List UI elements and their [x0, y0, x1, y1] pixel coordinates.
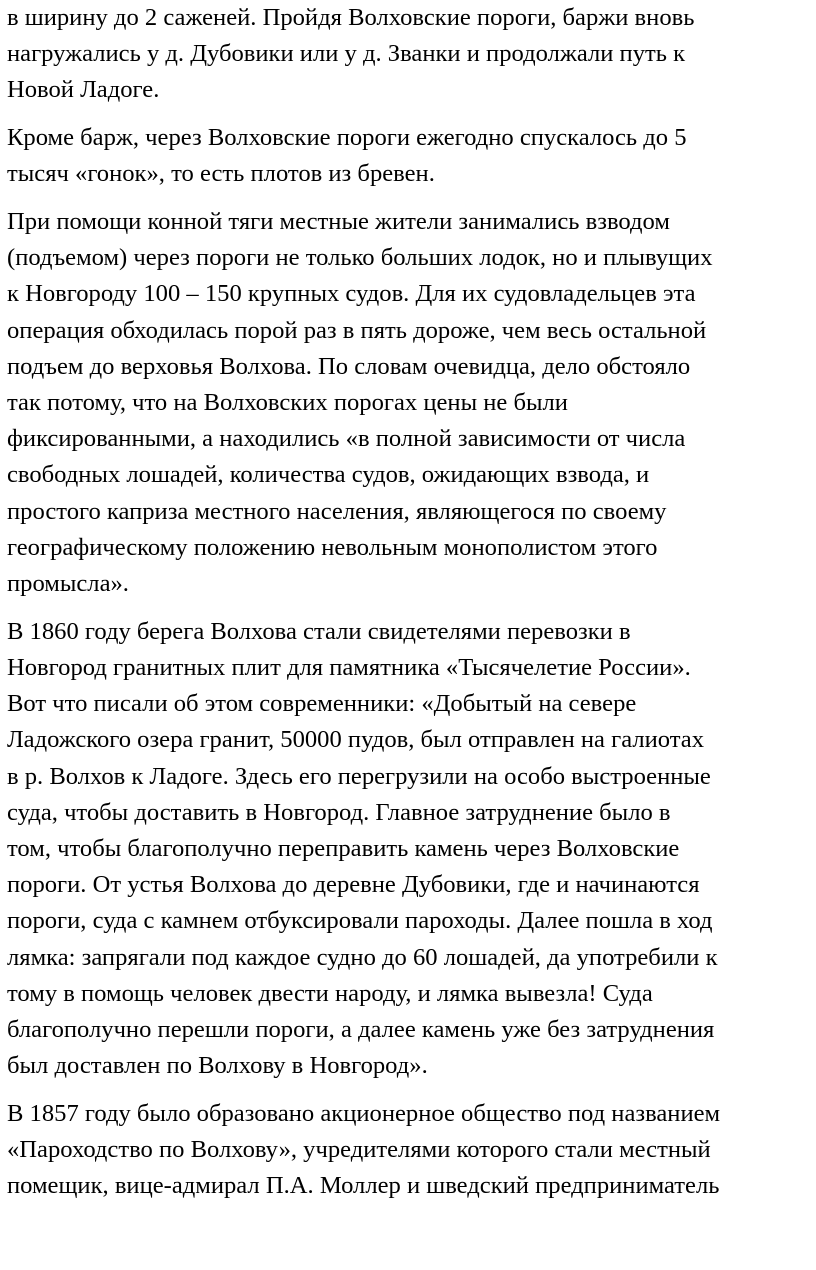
text-line: Кроме барж, через Волховские пороги ежегодно спускалось до 5 [7, 124, 687, 152]
text-line: В 1860 году берега Волхова стали свидетелями перевозки в [7, 617, 631, 645]
text-line: Новгород гранитных плит для памятника «Тысячелетие России». [7, 653, 691, 681]
text-line: Вот что писали об этом современники: «Добытый на севере [7, 690, 637, 718]
paragraph-1 [7, 0, 813, 109]
text-line: подъем до верховья Волхова. По словам очевидца, дело обстояло [7, 352, 691, 380]
text-line: простого каприза местного населения, являющегося по своему [7, 497, 667, 525]
text-line: лямка: запрягали под каждое судно до 60 лошадей, да употребили к [7, 943, 718, 971]
paragraph-5 [7, 1096, 813, 1205]
paragraph-4 [7, 614, 813, 1085]
text-line: свободных лошадей, количества судов, ожидающих взвода, и [7, 461, 650, 489]
text-line: фиксированными, а находились «в полной зависимости от числа [7, 425, 686, 453]
text-line: (подъемом) через пороги не только больших лодок, но и плывущих [7, 244, 713, 272]
text-line: операция обходилась порой раз в пять дороже, чем весь остальной [7, 316, 707, 344]
text-line: суда, чтобы доставить в Новгород. Главное затруднение было в [7, 798, 671, 826]
text-line: нагружались у д. Дубовики или у д. Званки и продолжали путь к [7, 40, 686, 68]
text-line: В 1857 году было образовано акционерное общество под названием [7, 1099, 721, 1127]
text-line: Ладожского озера гранит, 50000 пудов, был отправлен на галиотах [7, 726, 704, 754]
document-page [7, 0, 813, 1216]
text-line: благополучно перешли пороги, а далее камень уже без затруднения [7, 1015, 715, 1043]
text-line: промысла». [7, 570, 129, 598]
text-line: помещик, вице-адмирал П.А. Моллер и шведский предприниматель [7, 1172, 720, 1200]
text-line: «Пароходство по Волхову», учредителями которого стали местный [7, 1136, 711, 1164]
text-line: в ширину до 2 саженей. Пройдя Волховские пороги, баржи вновь [7, 4, 695, 31]
text-line: в р. Волхов к Ладоге. Здесь его перегрузили на особо выстроенные [7, 762, 711, 790]
text-line: пороги, суда с камнем отбуксировали пароходы. Далее пошла в ход [7, 907, 713, 935]
text-line: был доставлен по Волхову в Новгород». [7, 1052, 428, 1080]
text-line: географическому положению невольным монополистом этого [7, 533, 658, 561]
text-line: том, чтобы благополучно переправить камень через Волховские [7, 834, 680, 862]
text-line: к Новгороду 100 – 150 крупных судов. Для их судовладельцев эта [7, 280, 696, 308]
text-line: тысяч «гонок», то есть плотов из бревен. [7, 160, 435, 188]
text-line: пороги. От устья Волхова до деревне Дубовики, где и начинаются [7, 871, 700, 899]
text-line: тому в помощь человек двести народу, и лямка вывезла! Суда [7, 979, 653, 1007]
paragraph-3 [7, 204, 813, 602]
paragraph-2 [7, 120, 813, 192]
text-line: При помощи конной тяги местные жители занимались взводом [7, 208, 670, 236]
text-line: Новой Ладоге. [7, 76, 160, 104]
text-line: так потому, что на Волховских порогах цены не были [7, 389, 568, 417]
